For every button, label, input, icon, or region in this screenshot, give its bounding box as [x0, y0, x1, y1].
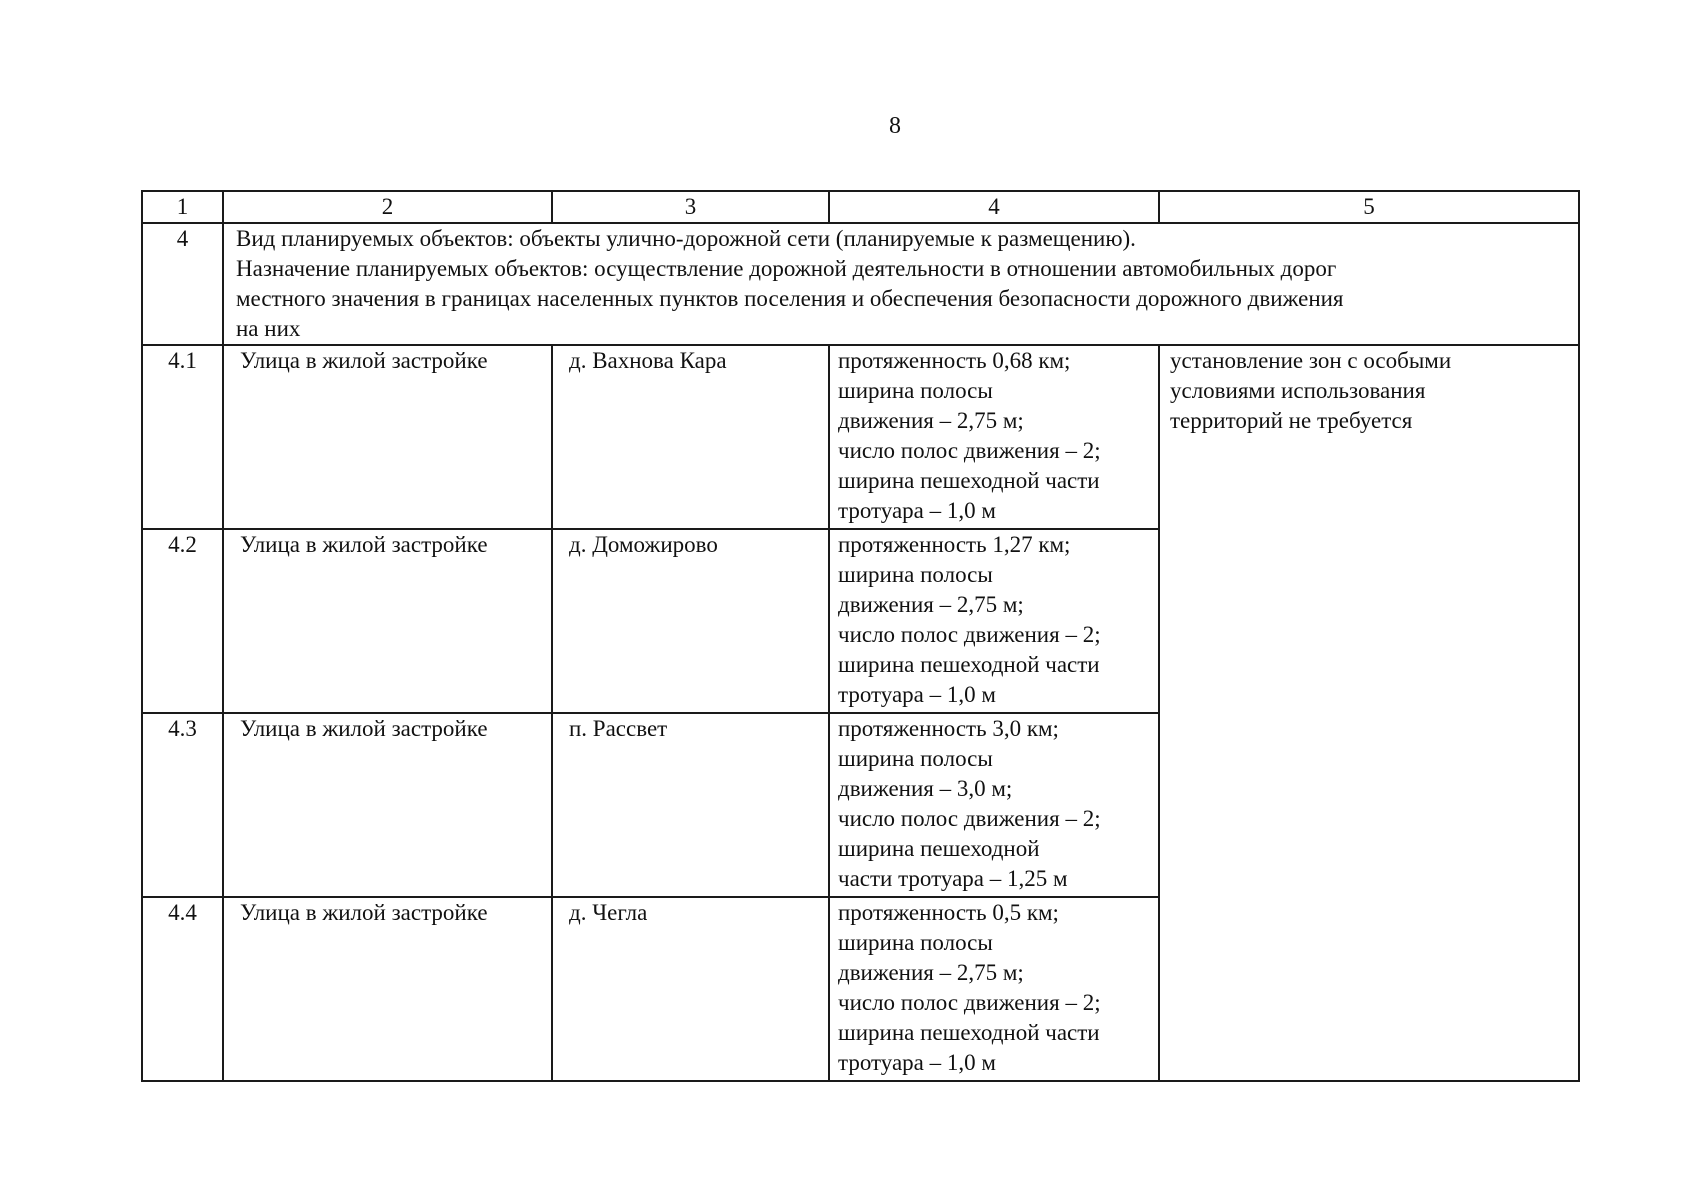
header-cell: 3	[552, 191, 829, 223]
parameter-line: число полос движения – 2;	[838, 622, 1101, 647]
header-cell: 2	[223, 191, 552, 223]
zones-note-line: условиями использования	[1170, 378, 1426, 403]
header-cell: 5	[1159, 191, 1579, 223]
parameter-line: ширина пешеходной части	[838, 1020, 1100, 1045]
planned-objects-table	[141, 190, 1580, 1082]
parameter-line: тротуара – 1,0 м	[838, 682, 996, 707]
parameter-line: протяженность 0,5 км;	[838, 900, 1059, 925]
parameter-line: движения – 2,75 м;	[838, 408, 1024, 433]
parameter-line: ширина полосы	[838, 930, 993, 955]
location-cell: д. Вахнова Кара	[552, 345, 829, 529]
table-row	[142, 345, 1579, 529]
header-cell: 4	[829, 191, 1159, 223]
parameter-line: ширина пешеходной	[838, 836, 1040, 861]
row-number: 4.2	[142, 529, 223, 713]
object-type-cell: Улица в жилой застройке	[223, 345, 552, 529]
parameter-line: движения – 3,0 м;	[838, 776, 1013, 801]
zones-note-line: территорий не требуется	[1170, 408, 1413, 433]
row-number: 4.1	[142, 345, 223, 529]
table-header-row	[142, 191, 1579, 223]
parameter-line: ширина полосы	[838, 378, 993, 403]
parameter-line: ширина пешеходной части	[838, 468, 1100, 493]
section-line: Назначение планируемых объектов: осуществление дорожной деятельности в отношении автомобильных дорог	[236, 256, 1337, 281]
parameter-line: число полос движения – 2;	[838, 990, 1101, 1015]
parameter-line: число полос движения – 2;	[838, 438, 1101, 463]
parameter-line: движения – 2,75 м;	[838, 960, 1024, 985]
zones-note-cell	[1159, 345, 1579, 1081]
object-type-cell: Улица в жилой застройке	[223, 713, 552, 897]
page-number: 8	[889, 113, 901, 139]
parameter-line: части тротуара – 1,25 м	[838, 866, 1068, 891]
location-cell: п. Рассвет	[552, 713, 829, 897]
parameters-cell	[829, 529, 1159, 713]
parameter-line: протяженность 1,27 км;	[838, 532, 1071, 557]
location-cell: д. Чегла	[552, 897, 829, 1081]
section-line: на них	[236, 316, 301, 341]
object-type-cell: Улица в жилой застройке	[223, 529, 552, 713]
parameters-cell	[829, 345, 1159, 529]
parameter-line: ширина полосы	[838, 562, 993, 587]
section-line: Вид планируемых объектов: объекты улично-дорожной сети (планируемые к размещению).	[236, 226, 1136, 251]
section-row	[142, 223, 1579, 345]
parameter-line: число полос движения – 2;	[838, 806, 1101, 831]
parameter-line: ширина полосы	[838, 746, 993, 771]
parameter-line: протяженность 3,0 км;	[838, 716, 1059, 741]
zones-note-line: установление зон с особыми	[1170, 348, 1452, 373]
parameter-line: протяженность 0,68 км;	[838, 348, 1071, 373]
parameter-line: ширина пешеходной части	[838, 652, 1100, 677]
section-number: 4	[142, 223, 223, 345]
parameter-line: тротуара – 1,0 м	[838, 1050, 996, 1075]
location-cell: д. Доможирово	[552, 529, 829, 713]
parameters-cell	[829, 713, 1159, 897]
section-line: местного значения в границах населенных пунктов поселения и обеспечения безопасности дорожного движения	[236, 286, 1344, 311]
parameter-line: движения – 2,75 м;	[838, 592, 1024, 617]
row-number: 4.4	[142, 897, 223, 1081]
header-cell: 1	[142, 191, 223, 223]
row-number: 4.3	[142, 713, 223, 897]
parameter-line: тротуара – 1,0 м	[838, 498, 996, 523]
section-description	[223, 223, 1579, 345]
object-type-cell: Улица в жилой застройке	[223, 897, 552, 1081]
parameters-cell	[829, 897, 1159, 1081]
